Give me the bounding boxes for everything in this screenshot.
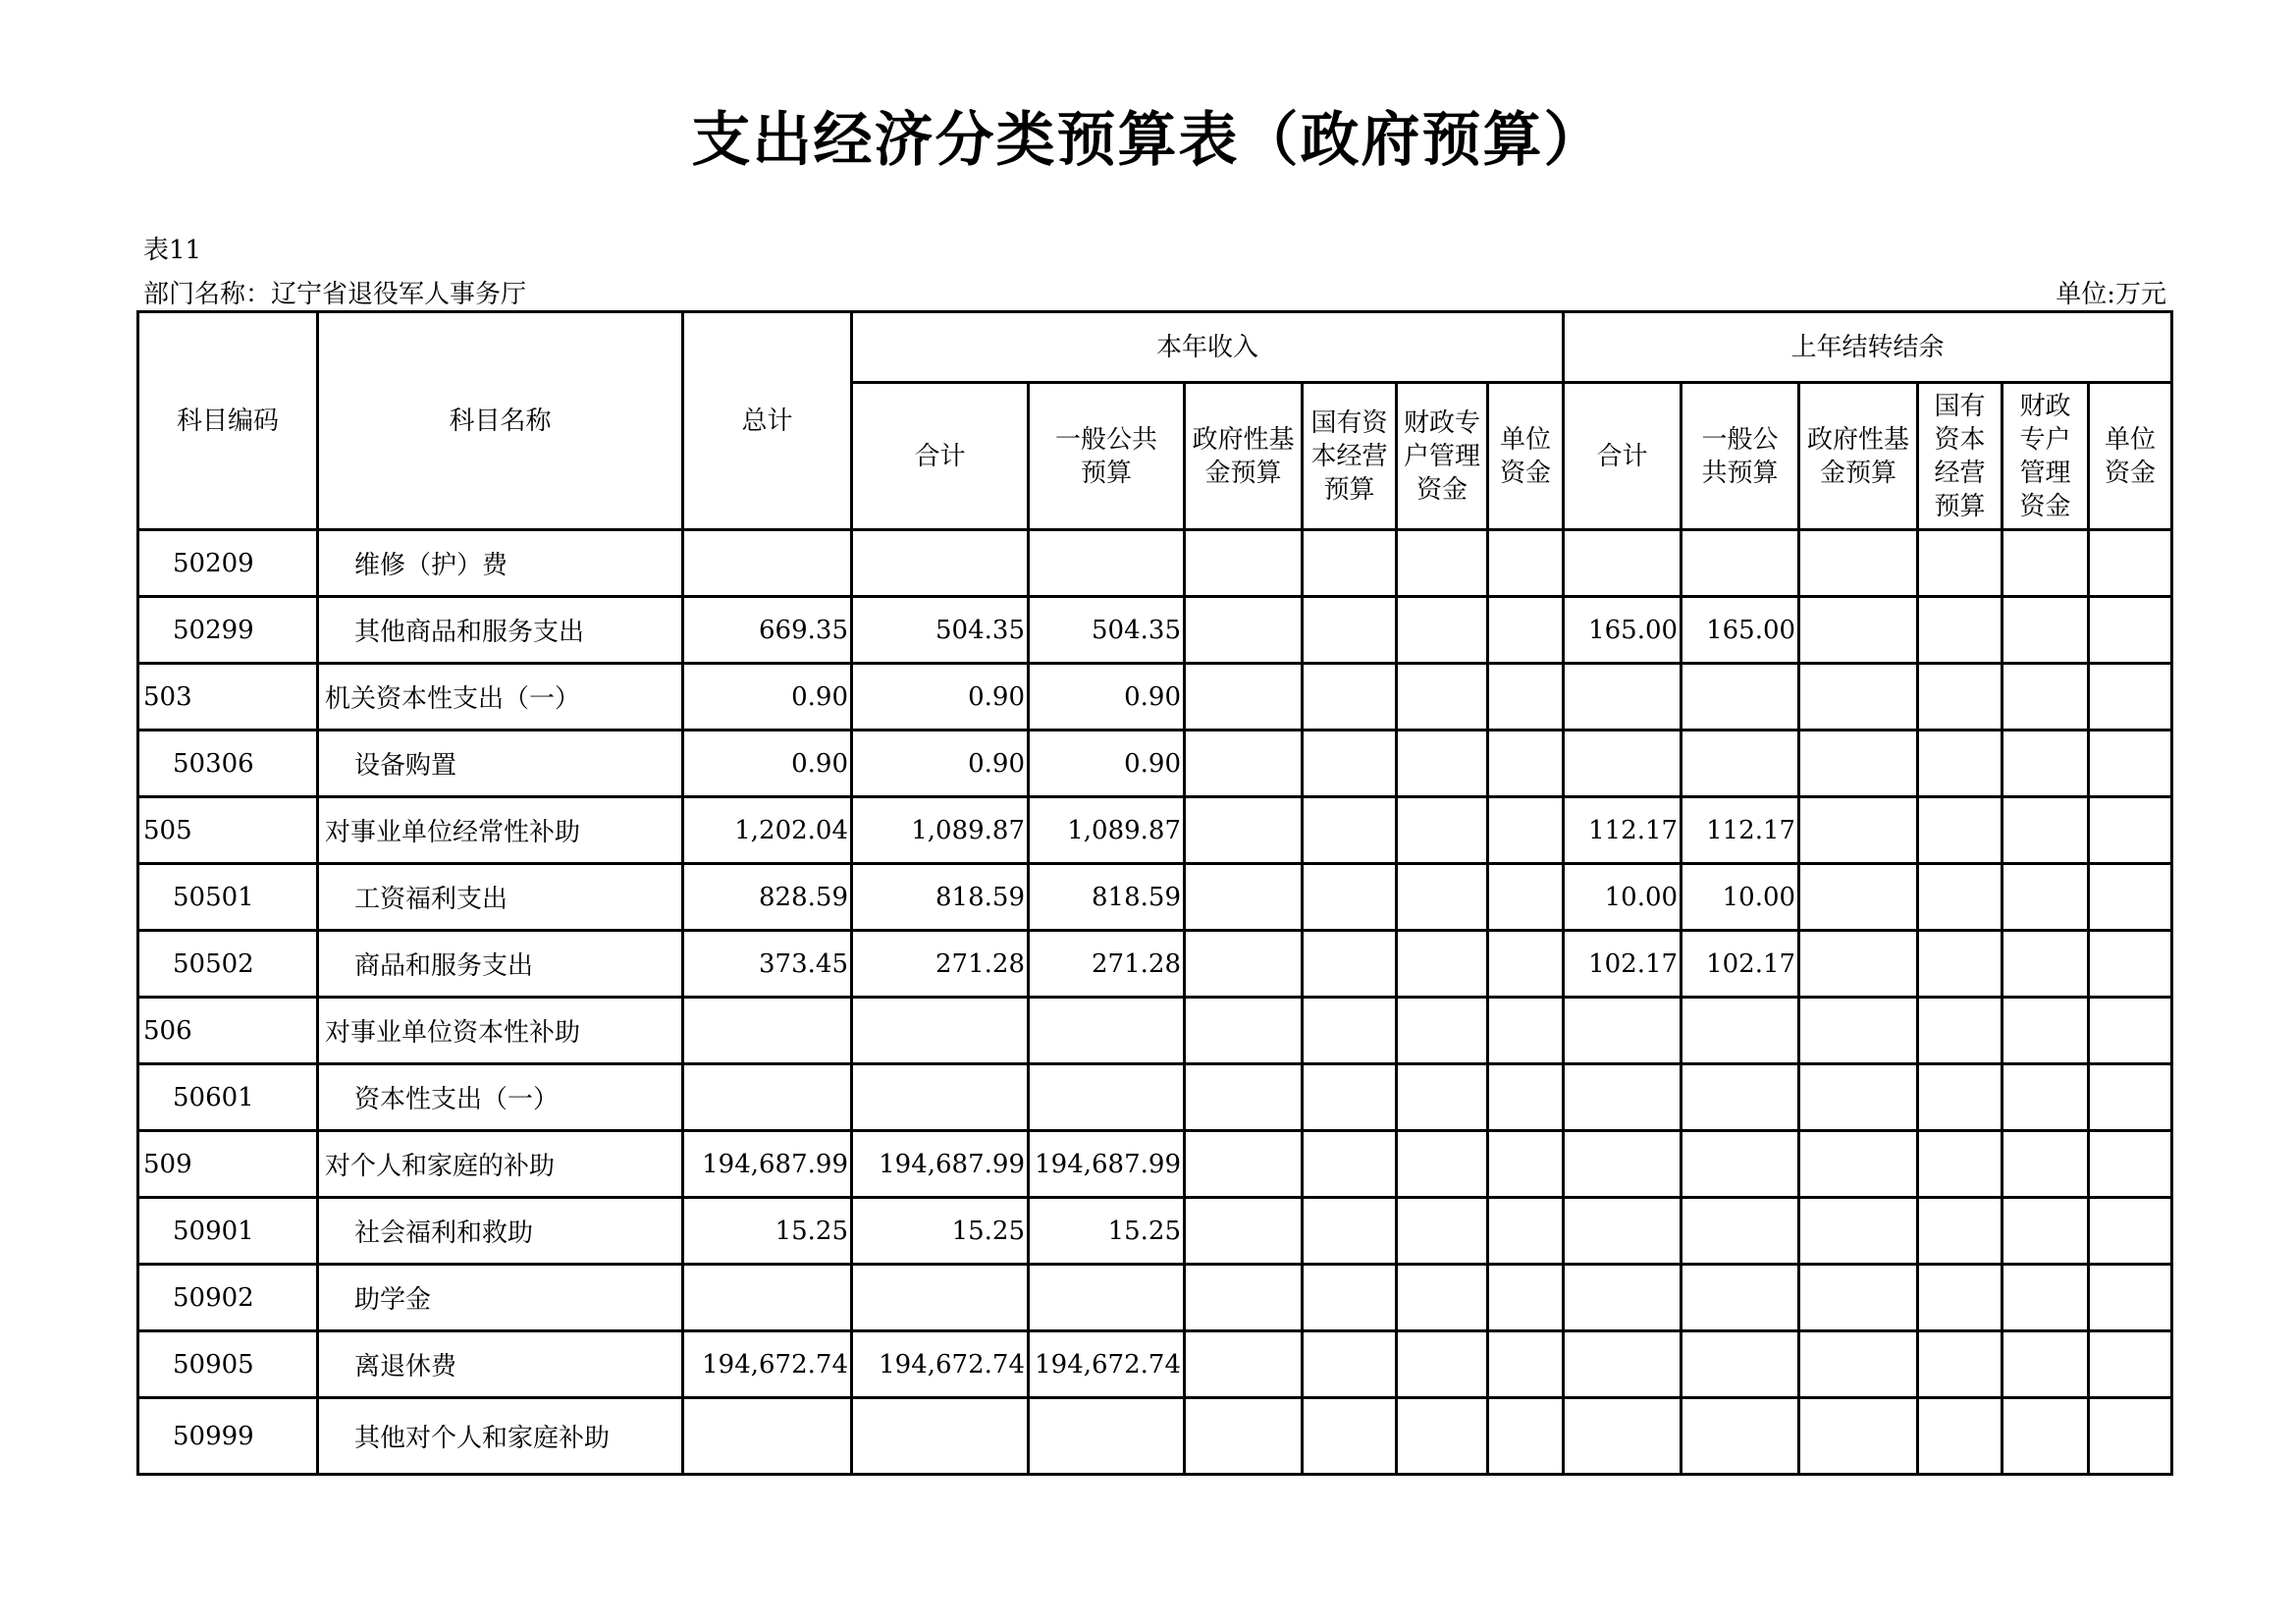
row-name: 其他对个人和家庭补助 [318, 1398, 683, 1475]
row-name: 对个人和家庭的补助 [318, 1131, 683, 1198]
row-current-total [852, 1064, 1029, 1131]
row-current-special-account [1397, 597, 1488, 664]
row-prior-unit-fund [2089, 664, 2172, 731]
header-current-year: 本年收入 [852, 312, 1564, 383]
row-code: 50299 [138, 597, 318, 664]
row-current-special-account [1397, 664, 1488, 731]
row-prior-unit-fund [2089, 1198, 2172, 1265]
header-name: 科目名称 [318, 312, 683, 530]
row-total: 194,687.99 [683, 1131, 852, 1198]
row-name: 离退休费 [318, 1331, 683, 1398]
row-code: 50601 [138, 1064, 318, 1131]
row-total: 373.45 [683, 931, 852, 998]
row-prior-special-account [2002, 1198, 2089, 1265]
row-current-unit-fund [1488, 530, 1564, 597]
row-name: 工资福利支出 [318, 864, 683, 931]
row-total [683, 1398, 852, 1475]
department-name: 部门名称：辽宁省退役军人事务厅 [143, 280, 527, 309]
table-row [138, 797, 2172, 864]
row-prior-unit-fund [2089, 1398, 2172, 1475]
row-code: 50501 [138, 864, 318, 931]
page-title: 支出经济分类预算表（政府预算） [691, 106, 1605, 175]
row-current-state-capital [1303, 931, 1397, 998]
row-current-unit-fund [1488, 797, 1564, 864]
row-total: 0.90 [683, 664, 852, 731]
row-prior-state-capital [1918, 1265, 2002, 1331]
row-current-total: 194,672.74 [852, 1331, 1029, 1398]
row-code: 50502 [138, 931, 318, 998]
row-prior-special-account [2002, 664, 2089, 731]
row-current-special-account [1397, 530, 1488, 597]
row-prior-total: 112.17 [1564, 797, 1682, 864]
row-current-special-account [1397, 864, 1488, 931]
row-prior-total [1564, 530, 1682, 597]
row-code: 50902 [138, 1265, 318, 1331]
header-current-general: 一般公共预算 [1029, 383, 1185, 530]
row-code: 50209 [138, 530, 318, 597]
row-total: 194,672.74 [683, 1331, 852, 1398]
row-prior-unit-fund [2089, 1331, 2172, 1398]
header-current-total: 合计 [852, 383, 1029, 530]
row-current-state-capital [1303, 1131, 1397, 1198]
row-total: 1,202.04 [683, 797, 852, 864]
row-current-total: 1,089.87 [852, 797, 1029, 864]
row-prior-general [1682, 1331, 1799, 1398]
row-prior-general: 112.17 [1682, 797, 1799, 864]
row-prior-general [1682, 731, 1799, 797]
row-current-state-capital [1303, 597, 1397, 664]
row-prior-total [1564, 1398, 1682, 1475]
row-current-total: 0.90 [852, 731, 1029, 797]
table-row [138, 1331, 2172, 1398]
row-name: 机关资本性支出（一） [318, 664, 683, 731]
row-total: 669.35 [683, 597, 852, 664]
row-prior-state-capital [1918, 797, 2002, 864]
row-current-special-account [1397, 1265, 1488, 1331]
row-prior-state-capital [1918, 931, 2002, 998]
row-prior-special-account [2002, 731, 2089, 797]
row-current-total: 194,687.99 [852, 1131, 1029, 1198]
row-current-unit-fund [1488, 1398, 1564, 1475]
row-current-special-account [1397, 1064, 1488, 1131]
header-code: 科目编码 [138, 312, 318, 530]
row-prior-general [1682, 1131, 1799, 1198]
header-current-state-capital: 国有资本经营预算 [1303, 383, 1397, 530]
row-prior-general [1682, 998, 1799, 1064]
table-row [138, 1398, 2172, 1475]
row-total: 828.59 [683, 864, 852, 931]
row-current-fund [1185, 1331, 1303, 1398]
row-prior-special-account [2002, 864, 2089, 931]
row-prior-fund [1799, 1265, 1918, 1331]
row-current-state-capital [1303, 1064, 1397, 1131]
row-current-state-capital [1303, 530, 1397, 597]
row-prior-fund [1799, 597, 1918, 664]
row-current-state-capital [1303, 664, 1397, 731]
row-prior-general: 165.00 [1682, 597, 1799, 664]
header-prior-state-capital: 国有资本经营预算 [1918, 383, 2002, 530]
row-current-general: 504.35 [1029, 597, 1185, 664]
row-prior-general [1682, 530, 1799, 597]
row-prior-total: 10.00 [1564, 864, 1682, 931]
row-code: 505 [138, 797, 318, 864]
row-current-general: 15.25 [1029, 1198, 1185, 1265]
row-total: 15.25 [683, 1198, 852, 1265]
row-current-total [852, 1398, 1029, 1475]
unit-label: 单位:万元 [2056, 280, 2166, 309]
table-row [138, 1131, 2172, 1198]
row-prior-fund [1799, 1064, 1918, 1131]
header-current-special-account: 财政专户管理资金 [1397, 383, 1488, 530]
row-prior-state-capital [1918, 1131, 2002, 1198]
row-current-total: 0.90 [852, 664, 1029, 731]
row-code: 503 [138, 664, 318, 731]
row-prior-total [1564, 1131, 1682, 1198]
row-prior-state-capital [1918, 864, 2002, 931]
row-prior-total [1564, 1198, 1682, 1265]
row-current-state-capital [1303, 998, 1397, 1064]
row-code: 506 [138, 998, 318, 1064]
row-prior-general [1682, 1198, 1799, 1265]
row-total: 0.90 [683, 731, 852, 797]
row-prior-fund [1799, 931, 1918, 998]
row-prior-fund [1799, 1131, 1918, 1198]
row-current-general: 0.90 [1029, 664, 1185, 731]
row-prior-special-account [2002, 530, 2089, 597]
row-name: 对事业单位经常性补助 [318, 797, 683, 864]
row-prior-total [1564, 1064, 1682, 1131]
row-prior-fund [1799, 1398, 1918, 1475]
row-prior-unit-fund [2089, 597, 2172, 664]
row-current-special-account [1397, 1198, 1488, 1265]
row-prior-unit-fund [2089, 931, 2172, 998]
row-prior-general [1682, 1064, 1799, 1131]
row-total [683, 530, 852, 597]
row-current-state-capital [1303, 864, 1397, 931]
row-prior-fund [1799, 731, 1918, 797]
row-code: 50999 [138, 1398, 318, 1475]
row-code: 50901 [138, 1198, 318, 1265]
row-prior-unit-fund [2089, 1265, 2172, 1331]
row-current-unit-fund [1488, 731, 1564, 797]
row-current-total [852, 530, 1029, 597]
table-number: 表11 [143, 236, 202, 265]
row-current-fund [1185, 597, 1303, 664]
row-prior-state-capital [1918, 998, 2002, 1064]
row-name: 社会福利和救助 [318, 1198, 683, 1265]
row-name: 资本性支出（一） [318, 1064, 683, 1131]
row-current-state-capital [1303, 1398, 1397, 1475]
row-prior-state-capital [1918, 731, 2002, 797]
row-prior-special-account [2002, 1398, 2089, 1475]
row-total [683, 1265, 852, 1331]
row-prior-unit-fund [2089, 1131, 2172, 1198]
table-row [138, 998, 2172, 1064]
row-prior-state-capital [1918, 1398, 2002, 1475]
row-current-special-account [1397, 931, 1488, 998]
row-prior-fund [1799, 864, 1918, 931]
row-current-state-capital [1303, 797, 1397, 864]
row-prior-fund [1799, 1331, 1918, 1398]
table-row [138, 1265, 2172, 1331]
row-name: 维修（护）费 [318, 530, 683, 597]
row-current-general: 194,672.74 [1029, 1331, 1185, 1398]
row-prior-total [1564, 1265, 1682, 1331]
row-prior-total [1564, 998, 1682, 1064]
row-name: 设备购置 [318, 731, 683, 797]
row-prior-general [1682, 664, 1799, 731]
row-current-unit-fund [1488, 664, 1564, 731]
row-prior-general [1682, 1265, 1799, 1331]
row-prior-fund [1799, 1198, 1918, 1265]
row-prior-special-account [2002, 1331, 2089, 1398]
row-prior-unit-fund [2089, 1064, 2172, 1131]
row-prior-state-capital [1918, 1331, 2002, 1398]
table-row [138, 864, 2172, 931]
table-row [138, 1064, 2172, 1131]
row-current-special-account [1397, 1131, 1488, 1198]
row-prior-state-capital [1918, 1198, 2002, 1265]
row-current-fund [1185, 931, 1303, 998]
header-current-fund: 政府性基金预算 [1185, 383, 1303, 530]
row-current-general [1029, 1265, 1185, 1331]
row-current-state-capital [1303, 731, 1397, 797]
row-current-general: 271.28 [1029, 931, 1185, 998]
row-prior-total [1564, 731, 1682, 797]
row-current-fund [1185, 731, 1303, 797]
row-current-state-capital [1303, 1198, 1397, 1265]
row-current-fund [1185, 664, 1303, 731]
row-prior-special-account [2002, 797, 2089, 864]
row-current-total: 818.59 [852, 864, 1029, 931]
row-current-special-account [1397, 998, 1488, 1064]
row-current-unit-fund [1488, 1064, 1564, 1131]
row-prior-fund [1799, 530, 1918, 597]
row-current-general: 0.90 [1029, 731, 1185, 797]
row-current-unit-fund [1488, 1265, 1564, 1331]
row-current-total: 15.25 [852, 1198, 1029, 1265]
row-prior-state-capital [1918, 664, 2002, 731]
row-name: 助学金 [318, 1265, 683, 1331]
row-current-total [852, 1265, 1029, 1331]
row-current-fund [1185, 530, 1303, 597]
row-current-fund [1185, 1131, 1303, 1198]
header-prior-year: 上年结转结余 [1564, 312, 2172, 383]
row-prior-special-account [2002, 998, 2089, 1064]
row-prior-special-account [2002, 1131, 2089, 1198]
row-current-total: 271.28 [852, 931, 1029, 998]
row-current-fund [1185, 1198, 1303, 1265]
row-current-unit-fund [1488, 1131, 1564, 1198]
row-current-state-capital [1303, 1265, 1397, 1331]
row-prior-general: 102.17 [1682, 931, 1799, 998]
row-current-state-capital [1303, 1331, 1397, 1398]
row-prior-unit-fund [2089, 731, 2172, 797]
row-current-fund [1185, 1064, 1303, 1131]
row-current-special-account [1397, 1331, 1488, 1398]
row-prior-special-account [2002, 931, 2089, 998]
table-row [138, 597, 2172, 664]
row-name: 其他商品和服务支出 [318, 597, 683, 664]
row-current-special-account [1397, 731, 1488, 797]
row-current-fund [1185, 998, 1303, 1064]
row-current-special-account [1397, 797, 1488, 864]
row-current-general [1029, 1398, 1185, 1475]
row-prior-total: 165.00 [1564, 597, 1682, 664]
row-current-total [852, 998, 1029, 1064]
row-current-general [1029, 998, 1185, 1064]
row-code: 509 [138, 1131, 318, 1198]
row-current-unit-fund [1488, 1198, 1564, 1265]
row-prior-special-account [2002, 1064, 2089, 1131]
budget-table [136, 310, 2173, 1476]
row-current-unit-fund [1488, 1331, 1564, 1398]
row-current-unit-fund [1488, 864, 1564, 931]
row-name: 商品和服务支出 [318, 931, 683, 998]
row-prior-unit-fund [2089, 797, 2172, 864]
row-current-unit-fund [1488, 597, 1564, 664]
row-name: 对事业单位资本性补助 [318, 998, 683, 1064]
row-current-total: 504.35 [852, 597, 1029, 664]
row-prior-state-capital [1918, 530, 2002, 597]
row-total [683, 998, 852, 1064]
row-current-fund [1185, 864, 1303, 931]
row-total [683, 1064, 852, 1131]
row-prior-general [1682, 1398, 1799, 1475]
row-prior-fund [1799, 664, 1918, 731]
row-prior-unit-fund [2089, 864, 2172, 931]
row-current-fund [1185, 1398, 1303, 1475]
row-prior-state-capital [1918, 597, 2002, 664]
row-code: 50905 [138, 1331, 318, 1398]
row-prior-special-account [2002, 1265, 2089, 1331]
row-current-general: 1,089.87 [1029, 797, 1185, 864]
row-current-general [1029, 530, 1185, 597]
header-prior-total: 合计 [1564, 383, 1682, 530]
row-current-unit-fund [1488, 998, 1564, 1064]
header-current-unit-fund: 单位资金 [1488, 383, 1564, 530]
row-prior-unit-fund [2089, 530, 2172, 597]
header-prior-special-account: 财政专户管理资金 [2002, 383, 2089, 530]
row-prior-special-account [2002, 597, 2089, 664]
header-prior-general: 一般公共预算 [1682, 383, 1799, 530]
table-row [138, 664, 2172, 731]
row-prior-state-capital [1918, 1064, 2002, 1131]
header-total: 总计 [683, 312, 852, 530]
row-current-general: 818.59 [1029, 864, 1185, 931]
row-current-unit-fund [1488, 931, 1564, 998]
row-prior-unit-fund [2089, 998, 2172, 1064]
row-current-general [1029, 1064, 1185, 1131]
table-row [138, 530, 2172, 597]
row-prior-fund [1799, 797, 1918, 864]
row-current-general: 194,687.99 [1029, 1131, 1185, 1198]
table-row [138, 731, 2172, 797]
row-current-special-account [1397, 1398, 1488, 1475]
row-current-fund [1185, 797, 1303, 864]
row-prior-total: 102.17 [1564, 931, 1682, 998]
table-row [138, 1198, 2172, 1265]
row-prior-general: 10.00 [1682, 864, 1799, 931]
row-code: 50306 [138, 731, 318, 797]
row-prior-fund [1799, 998, 1918, 1064]
table-row [138, 931, 2172, 998]
row-prior-total [1564, 1331, 1682, 1398]
header-prior-fund: 政府性基金预算 [1799, 383, 1918, 530]
row-prior-total [1564, 664, 1682, 731]
row-current-fund [1185, 1265, 1303, 1331]
header-prior-unit-fund: 单位资金 [2089, 383, 2172, 530]
